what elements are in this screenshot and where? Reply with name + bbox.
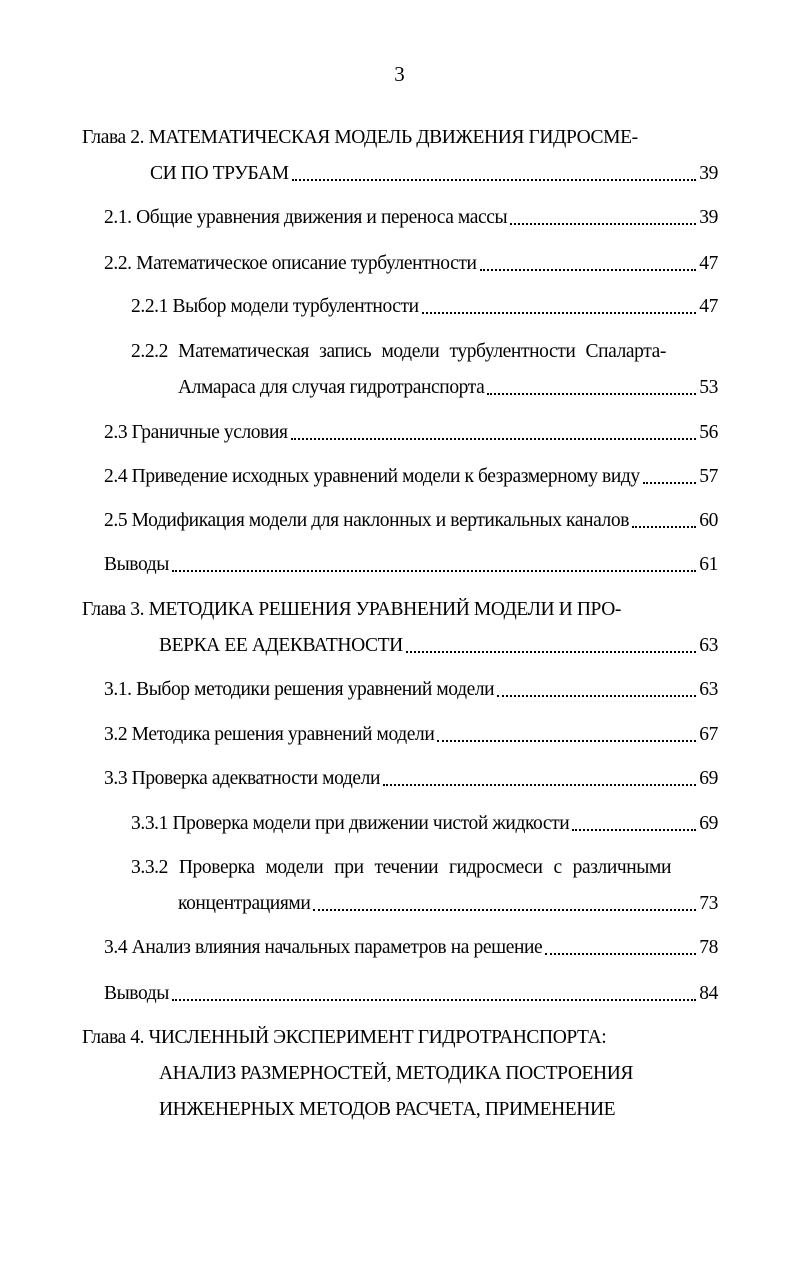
toc-page-number: 56: [699, 422, 718, 443]
toc-page-number: 78: [699, 937, 718, 958]
toc-chapter4-title-line2: АНАЛИЗ РАЗМЕРНОСТЕЙ, МЕТОДИКА ПОСТРОЕНИЯ: [159, 1063, 634, 1084]
dot-leader: [497, 695, 696, 697]
toc-entry-chapter2-conclusions[interactable]: [104, 551, 718, 579]
dot-leader: [545, 953, 696, 955]
dot-leader: [313, 909, 696, 911]
toc-entry-3-3-2-line1: 3.3.2 Проверка модели при течении гидросмеси с различными: [131, 857, 671, 878]
toc-entry-2-5[interactable]: [104, 507, 718, 535]
toc-page-number: 69: [699, 768, 718, 789]
toc-page-number: 73: [699, 893, 718, 914]
toc-entry-text: Выводы: [104, 554, 169, 575]
dot-leader: [510, 223, 696, 225]
toc-entry-2-2-1[interactable]: [131, 293, 718, 321]
toc-entry-chapter2[interactable]: [150, 160, 718, 188]
dot-leader: [172, 570, 696, 572]
toc-entry-3-4[interactable]: [104, 934, 718, 962]
toc-entry-text: 2.2. Математическое описание турбулентности: [104, 253, 477, 274]
toc-entry-text: 2.1. Общие уравнения движения и переноса массы: [104, 207, 508, 228]
toc-chapter4-title-line1: Глава 4. ЧИСЛЕННЫЙ ЭКСПЕРИМЕНТ ГИДРОТРАНСПОРТА:: [82, 1027, 607, 1048]
toc-entry-text: 3.1. Выбор методики решения уравнений модели: [104, 679, 495, 700]
toc-entry-3-2[interactable]: [104, 721, 718, 749]
toc-page-number: 60: [699, 510, 718, 531]
toc-entry-2-1[interactable]: [104, 204, 718, 232]
toc-page-number: 63: [699, 635, 718, 656]
toc-entry-3-3[interactable]: [104, 765, 718, 793]
toc-page-number: 39: [699, 207, 718, 228]
toc-entry-text: 2.3 Граничные условия: [104, 422, 288, 443]
toc-entry-text: 2.5 Модификация модели для наклонных и вертикальных каналов: [104, 510, 630, 531]
toc-entry-3-3-2[interactable]: [178, 890, 718, 918]
toc-chapter3-title-line1: Глава 3. МЕТОДИКА РЕШЕНИЯ УРАВНЕНИЙ МОДЕЛИ И ПРО-: [82, 599, 621, 620]
dot-leader: [383, 784, 696, 786]
toc-entry-text: 3.3 Проверка адекватности модели: [104, 768, 380, 789]
toc-chapter4-title-line3: ИНЖЕНЕРНЫХ МЕТОДОВ РАСЧЕТА, ПРИМЕНЕНИЕ: [159, 1099, 616, 1120]
toc-entry-2-2-2-line1: 2.2.2 Математическая запись модели турбулентности Спаларта-: [131, 341, 666, 362]
toc-chapter3-title-line2: ВЕРКА ЕЕ АДЕКВАТНОСТИ: [159, 635, 403, 656]
toc-entry-2-2-2[interactable]: [178, 374, 718, 402]
toc-chapter2-title-line1: Глава 2. МАТЕМАТИЧЕСКАЯ МОДЕЛЬ ДВИЖЕНИЯ ГИДРОСМЕ-: [82, 127, 638, 148]
page-number: 3: [394, 62, 405, 86]
toc-entry-3-1[interactable]: [104, 676, 718, 704]
toc-page-number: 61: [699, 554, 718, 575]
dot-leader: [572, 829, 696, 831]
toc-page-number: 84: [699, 983, 718, 1004]
toc-entry-text: Алмараса для случая гидротранспорта: [178, 377, 485, 398]
toc-page-number: 53: [699, 377, 718, 398]
toc-entry-text: 2.2.1 Выбор модели турбулентности: [131, 296, 419, 317]
toc-entry-chapter3-conclusions[interactable]: [104, 980, 718, 1008]
toc-entry-2-3[interactable]: [104, 419, 718, 447]
toc-entry-text: Выводы: [104, 983, 169, 1004]
toc-entry-chapter3[interactable]: [159, 632, 718, 660]
dot-leader: [437, 740, 696, 742]
toc-entry-2-2[interactable]: [104, 250, 718, 278]
toc-page-number: 63: [699, 679, 718, 700]
toc-page-number: 39: [699, 163, 718, 184]
toc-page-number: 67: [699, 724, 718, 745]
dot-leader: [422, 312, 697, 314]
dot-leader: [632, 526, 696, 528]
toc-page-number: 69: [699, 813, 718, 834]
toc-entry-text: 3.3.1 Проверка модели при движении чистой жидкости: [131, 813, 570, 834]
toc-entry-text: концентрациями: [178, 893, 311, 914]
dot-leader: [487, 393, 696, 395]
toc-entry-text: 2.4 Приведение исходных уравнений модели к безразмерному виду: [104, 466, 640, 487]
toc-page-number: 47: [699, 296, 718, 317]
toc-page-number: 57: [699, 466, 718, 487]
dot-leader: [643, 482, 697, 484]
toc-entry-text: 3.2 Методика решения уравнений модели: [104, 724, 435, 745]
dot-leader: [291, 438, 697, 440]
toc-entry-text: 3.4 Анализ влияния начальных параметров на решение: [104, 937, 543, 958]
dot-leader: [480, 269, 697, 271]
dot-leader: [172, 999, 696, 1001]
dot-leader: [406, 651, 697, 653]
toc-page-number: 47: [699, 253, 718, 274]
dot-leader: [292, 179, 697, 181]
toc-entry-3-3-1[interactable]: [131, 810, 718, 838]
toc-entry-2-4[interactable]: [104, 463, 718, 491]
toc-chapter2-title-line2: СИ ПО ТРУБАМ: [150, 163, 289, 184]
